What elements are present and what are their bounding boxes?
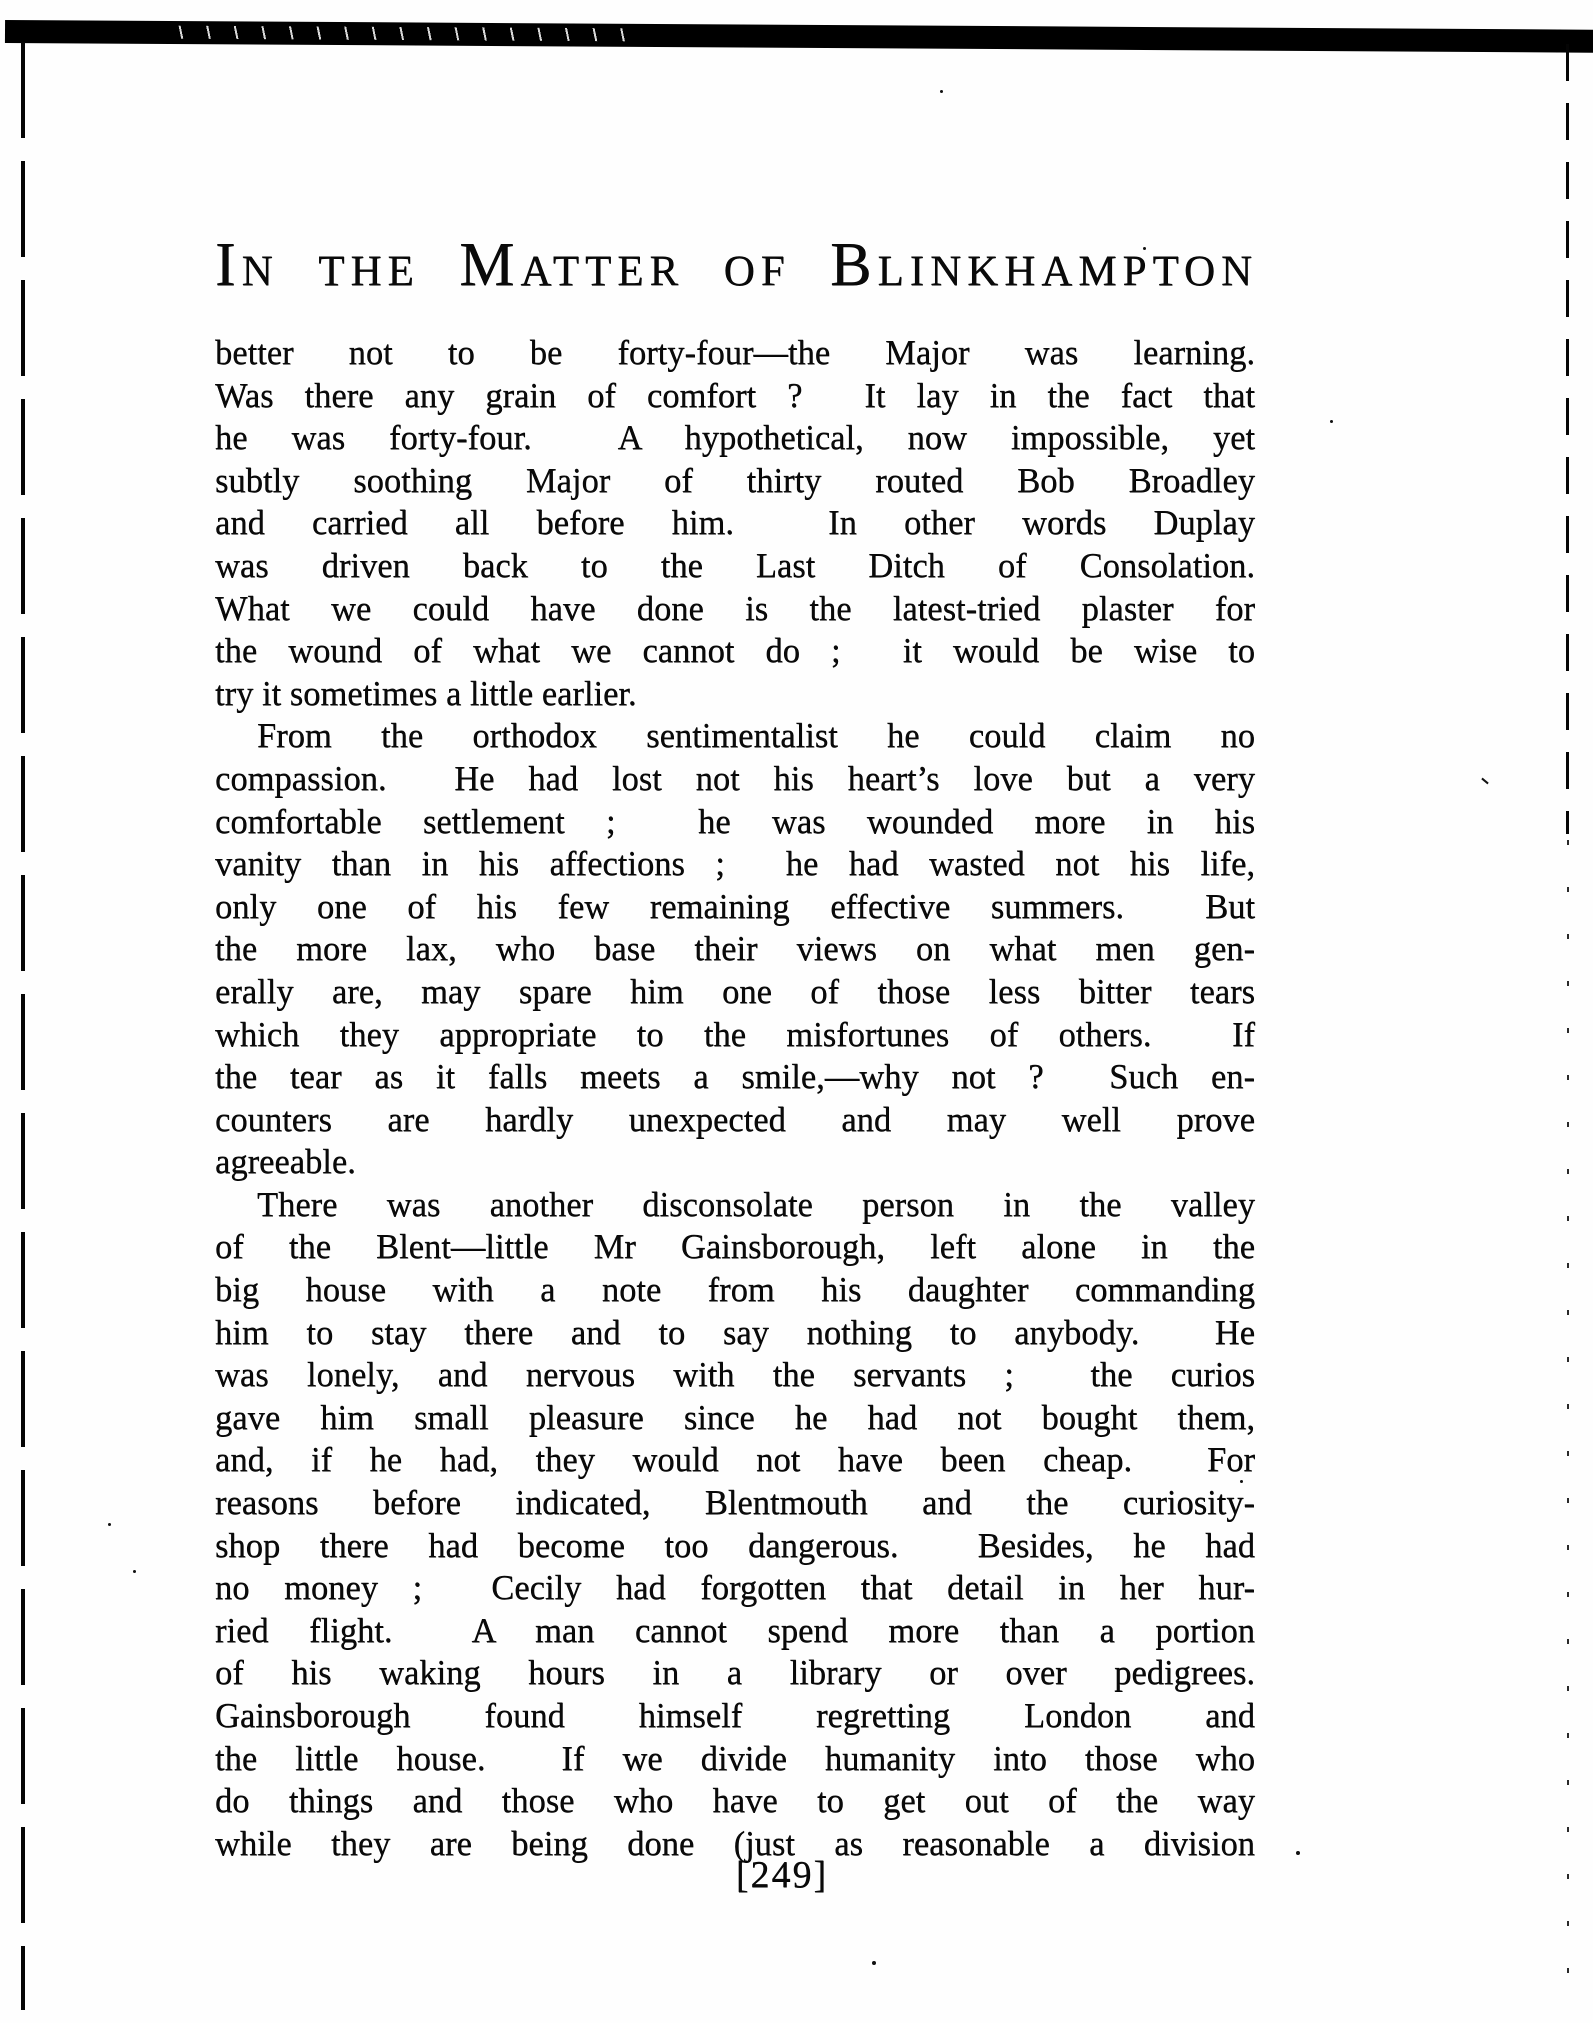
- scan-right-edge-dotted-line: [1567, 840, 1569, 2010]
- text-line: better not to be forty-four—the Major was learning.: [215, 334, 1255, 372]
- text-line: erally are, may spare him one of those less bitter tears: [215, 972, 1255, 1011]
- text-line: vanity than in his affections ; he had wasted not his life,: [215, 845, 1255, 884]
- scan-speck: [872, 1961, 876, 1965]
- text-line: From the orthodox sentimentalist he could claim no: [257, 717, 1255, 756]
- body-text: [215, 332, 1255, 1865]
- text-line: which they appropriate to the misfortunes of others. If: [215, 1015, 1255, 1054]
- text-line: subtly soothing Major of thirty routed Bob Broadley: [215, 461, 1255, 500]
- text-line: big house with a note from his daughter commanding: [215, 1271, 1255, 1310]
- text-line: was lonely, and nervous with the servants ; the curios: [215, 1356, 1255, 1395]
- text-line: What we could have done is the latest-tried plaster for: [215, 589, 1255, 628]
- text-line: reasons before indicated, Blentmouth and the curiosity-: [215, 1484, 1255, 1523]
- page-number: [249]: [735, 1854, 829, 1896]
- text-line: do things and those who have to get out of the way: [215, 1782, 1255, 1821]
- text-line: try it sometimes a little earlier.: [215, 674, 637, 713]
- text-line: and, if he had, they would not have been cheap. For: [215, 1441, 1255, 1480]
- text-line: and carried all before him. In other words Duplay: [215, 504, 1255, 543]
- text-line: There was another disconsolate person in the valley: [257, 1185, 1255, 1224]
- text-line: counters are hardly unexpected and may well prove: [215, 1100, 1255, 1139]
- text-line: no money ; Cecily had forgotten that detail in her hur-: [215, 1569, 1255, 1608]
- text-line: of his waking hours in a library or over pedigrees.: [215, 1654, 1255, 1693]
- page-title: In the Matter of Blinkhampton: [215, 231, 1259, 299]
- scan-right-edge-line: [1566, 44, 1569, 834]
- scan-speck: [940, 90, 943, 93]
- text-line: comfortable settlement ; he was wounded more in his: [215, 802, 1255, 841]
- text-line: Gainsborough found himself regretting London and: [215, 1697, 1255, 1735]
- text-line: shop there had become too dangerous. Besides, he had: [215, 1526, 1255, 1565]
- text-line: the wound of what we cannot do ; it would be wise to: [215, 632, 1255, 671]
- scan-speck: [1330, 420, 1333, 423]
- scan-speck: [133, 1570, 136, 1573]
- text-line: he was forty-four. A hypothetical, now impossible, yet: [215, 419, 1255, 458]
- text-line: was driven back to the Last Ditch of Consolation.: [215, 546, 1255, 585]
- text-line: Was there any grain of comfort ? It lay in the fact that: [215, 376, 1255, 415]
- text-line: compassion. He had lost not his heart’s love but a very: [215, 759, 1255, 798]
- text-line: him to stay there and to say nothing to anybody. He: [215, 1313, 1255, 1352]
- text-line: the more lax, who base their views on what men gen-: [215, 930, 1255, 969]
- scan-left-edge-line: [21, 42, 25, 2010]
- text-line: the little house. If we divide humanity into those who: [215, 1739, 1255, 1778]
- text-line: agreeable.: [215, 1143, 356, 1182]
- text-line: of the Blent—little Mr Gainsborough, left alone in the: [215, 1228, 1255, 1267]
- scan-speck: [108, 1523, 111, 1526]
- text-line: gave him small pleasure since he had not bought them,: [215, 1398, 1255, 1437]
- text-line: only one of his few remaining effective summers. But: [215, 887, 1255, 926]
- scan-speck: [1481, 778, 1488, 785]
- text-line: ried flight. A man cannot spend more than a portion: [215, 1611, 1255, 1650]
- text-line: while they are being done (just as reasonable a division: [215, 1824, 1255, 1863]
- text-line: the tear as it falls meets a smile,—why not ? Such en-: [215, 1058, 1255, 1097]
